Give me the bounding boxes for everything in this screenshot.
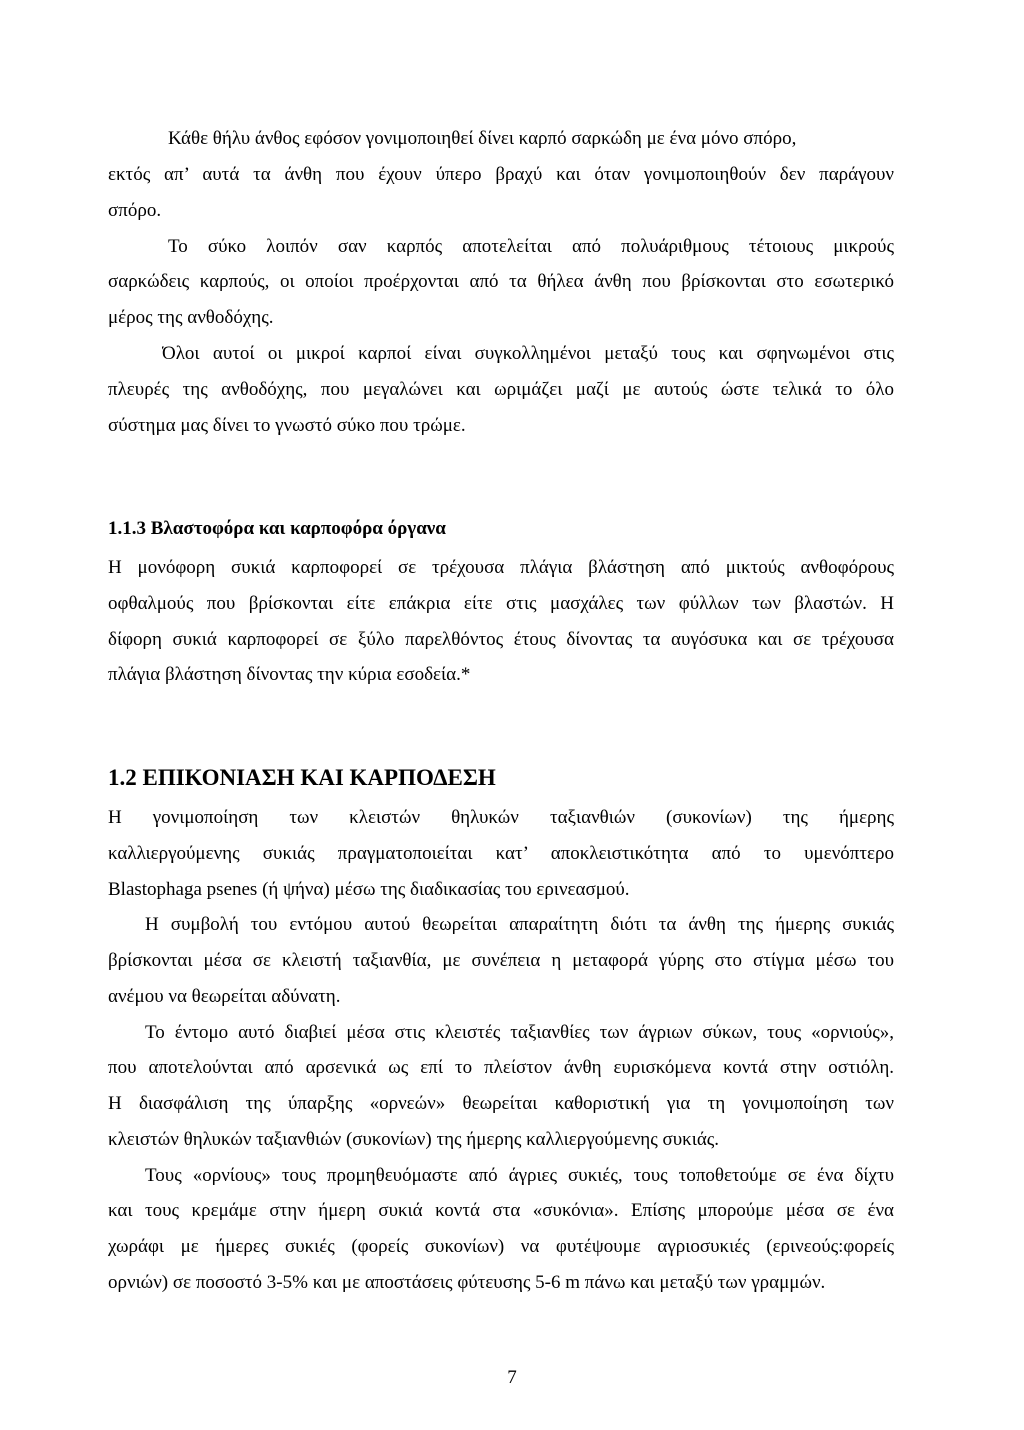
section-heading: 1.1.3 Βλαστοφόρα και καρποφόρα όργανα xyxy=(108,518,446,539)
paragraph-line: Η γονιμοποίηση των κλειστών θηλυκών ταξιανθιών (συκονίων) της ήμερης xyxy=(108,807,894,828)
paragraph-line: οφθαλμούς που βρίσκονται είτε επάκρια είτε στις μασχάλες των φύλλων των βλαστών. Η xyxy=(108,593,894,614)
page-number: 7 xyxy=(507,1367,517,1388)
paragraph-line: κλειστών θηλυκών ταξιανθιών (συκονίων) της ήμερης καλλιεργούμενης συκιάς. xyxy=(108,1129,720,1150)
paragraph-line: ανέμου να θεωρείται αδύνατη. xyxy=(108,986,341,1007)
paragraph-line: Η συμβολή του εντόμου αυτού θεωρείται απαραίτητη διότι τα άνθη της ήμερης συκιάς xyxy=(145,914,894,935)
paragraph-line: Η μονόφορη συκιά καρποφορεί σε τρέχουσα πλάγια βλάστηση από μικτούς ανθοφόρους xyxy=(108,557,894,578)
paragraph-line: σαρκώδεις καρπούς, οι οποίοι προέρχονται από τα θήλεα άνθη που βρίσκονται στο εσωτερικό xyxy=(108,271,894,292)
paragraph-line: καλλιεργούμενης συκιάς πραγματοποιείται κατ’ αποκλειστικότητα από το υμενόπτερο xyxy=(108,843,894,864)
paragraph-line: χωράφι με ήμερες συκιές (φορείς συκονίων) να φυτέψουμε αγριοσυκιές (ερινεούς:φορείς xyxy=(108,1236,894,1257)
paragraph-line: σύστημα μας δίνει το γνωστό σύκο που τρώμε. xyxy=(108,415,466,436)
paragraph-line: ορνιών) σε ποσοστό 3-5% και με αποστάσεις φύτευσης 5-6 m πάνω και μεταξύ των γραμμών. xyxy=(108,1272,826,1293)
paragraph-line: μέρος της ανθοδόχης. xyxy=(108,307,274,328)
paragraph-line: Το έντομο αυτό διαβιεί μέσα στις κλειστές ταξιανθίες των άγριων σύκων, τους «ορνιούς», xyxy=(145,1022,894,1043)
paragraph-line: και τους κρεμάμε στην ήμερη συκιά κοντά στα «συκόνια». Επίσης μπορούμε μέσα σε ένα xyxy=(108,1200,894,1221)
paragraph-line: Η διασφάλιση της ύπαρξης «ορνεών» θεωρείται καθοριστική για τη γονιμοποίηση των xyxy=(108,1093,894,1114)
paragraph-line: βρίσκονται μέσα σε κλειστή ταξιανθία, με συνέπεια η μεταφορά γύρης στο στίγμα μέσω του xyxy=(108,950,894,971)
paragraph-line: πλευρές της ανθοδόχης, που μεγαλώνει και ωριμάζει μαζί με αυτούς ώστε τελικά το όλο xyxy=(108,379,894,400)
paragraph-line: Τους «ορνίους» τους προμηθευόμαστε από άγριες συκιές, τους τοποθετούμε σε ένα δίχτυ xyxy=(145,1165,894,1186)
paragraph-line: που αποτελούνται από αρσενικά ως επί το πλείστον άνθη ευρισκόμενα κοντά στην οστιόλη. xyxy=(108,1057,894,1078)
paragraph-line: Blastophaga psenes (ή ψήνα) μέσω της διαδικασίας του ερινεασμού. xyxy=(108,879,630,900)
section-heading: 1.2 ΕΠΙΚΟΝΙΑΣΗ ΚΑΙ ΚΑΡΠΟΔΕΣΗ xyxy=(108,765,496,790)
paragraph-line: Κάθε θήλυ άνθος εφόσον γονιμοποιηθεί δίνει καρπό σαρκώδη με ένα μόνο σπόρο, xyxy=(168,128,797,149)
paragraph-line: Όλοι αυτοί οι μικροί καρποί είναι συγκολλημένοι μεταξύ τους και σφηνωμένοι στις xyxy=(162,343,894,364)
paragraph-line: Το σύκο λοιπόν σαν καρπός αποτελείται από πολυάριθμους τέτοιους μικρούς xyxy=(168,236,894,257)
paragraph-line: πλάγια βλάστηση δίνοντας την κύρια εσοδεία.* xyxy=(108,664,471,685)
paragraph-line: δίφορη συκιά καρποφορεί σε ξύλο παρελθόντος έτους δίνοντας τα αυγόσυκα και σε τρέχουσα xyxy=(108,629,894,650)
paragraph-line: σπόρο. xyxy=(108,200,162,221)
paragraph-line: εκτός απ’ αυτά τα άνθη που έχουν ύπερο βραχύ και όταν γονιμοποιηθούν δεν παράγουν xyxy=(108,164,894,185)
